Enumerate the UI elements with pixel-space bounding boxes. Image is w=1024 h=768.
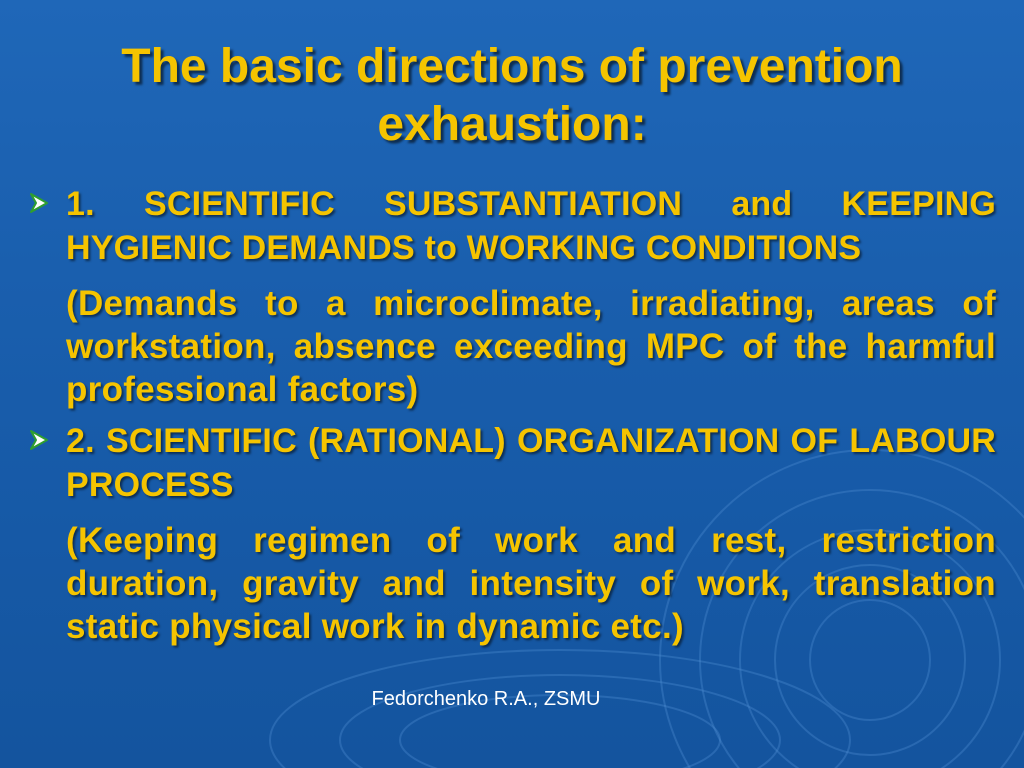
bullet-heading: 2. SCIENTIFIC (RATIONAL) ORGANIZATION OF LABOUR PROCESS bbox=[66, 422, 996, 504]
footer-text: Fedorchenko R.A., ZSMU bbox=[371, 688, 601, 710]
bullet-item-1 bbox=[22, 182, 996, 270]
slide-title: The basic directions of prevention exhaustion: bbox=[121, 40, 903, 151]
chevron-right-icon bbox=[28, 192, 50, 214]
chevron-right-icon bbox=[28, 429, 50, 451]
bullet-list bbox=[22, 182, 996, 648]
bullet-detail: (Demands to a microclimate, irradiating, areas of workstation, absence exceeding MPC of the harmful professional factors) bbox=[66, 284, 996, 409]
bullet-heading: 1. SCIENTIFIC SUBSTANTIATION and KEEPING HYGIENIC DEMANDS to WORKING CONDITIONS bbox=[66, 185, 996, 267]
bullet-detail: (Keeping regimen of work and rest, restriction duration, gravity and intensity of work, translation static physical work in dynamic etc.) bbox=[66, 521, 996, 646]
footer-credit bbox=[0, 688, 1024, 711]
bullet-item-2 bbox=[22, 419, 996, 507]
